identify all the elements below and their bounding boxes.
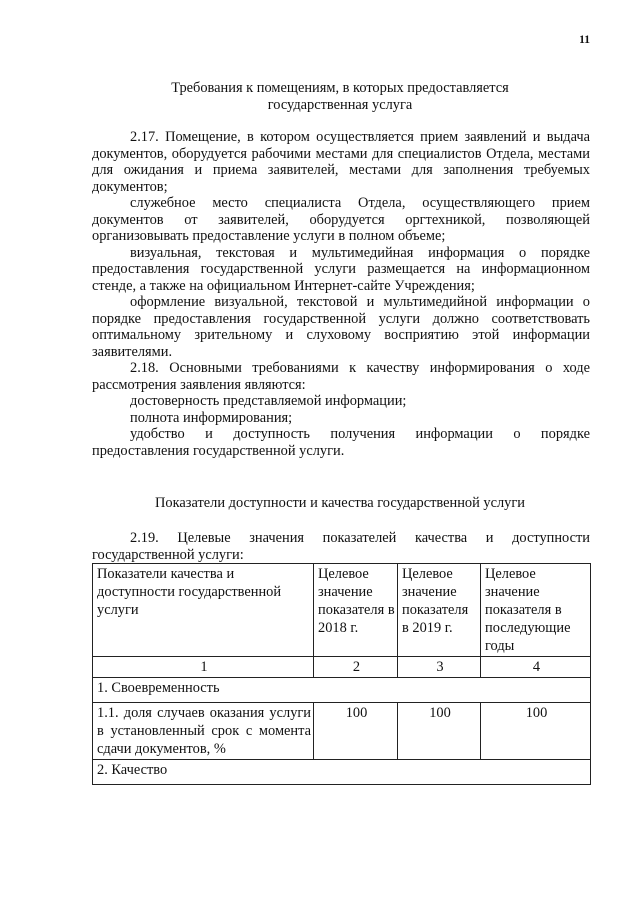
header-cell-2018: Целевое значение показателя в 2018 г.: [314, 564, 398, 657]
value-next-years: 100: [481, 703, 591, 760]
table-row: [93, 703, 591, 760]
paragraph-workplace: служебное место специалиста Отдела, осуществляющего прием документов от заявителей, оборудуется оргтехникой, позволяющей организовывать предоставление услуги в полном объеме;: [92, 195, 590, 244]
indicators-table: [92, 563, 591, 785]
value-2018: 100: [314, 703, 398, 760]
table-group-row: [93, 678, 591, 703]
list-item-convenience: удобство и доступность получения информации о порядке предоставления государственной услуги.: [92, 426, 590, 459]
section-heading-indicators: Показатели доступности и качества государственной услуги: [155, 495, 525, 511]
indicators-intro: [92, 530, 590, 563]
list-item-completeness: полнота информирования;: [130, 409, 293, 426]
list-item-accuracy: достоверность представляемой информации;: [130, 393, 407, 409]
paragraph-2-19: 2.19. Целевые значения показателей качества и доступности государственной услуги:: [92, 530, 590, 563]
group-timeliness: 1. Своевременность: [93, 678, 591, 703]
table-header-row: [93, 564, 591, 657]
paragraph-2-18: 2.18. Основными требованиями к качеству информирования о ходе рассмотрения заявления являются:: [92, 360, 590, 393]
column-number: 3: [398, 657, 481, 678]
header-cell-next-years: Целевое значение показателя в последующие годы: [481, 564, 591, 657]
table-column-numbers-row: [93, 657, 591, 678]
heading-line: Требования к помещениям, в которых предоставляется: [171, 80, 509, 96]
column-number: 2: [314, 657, 398, 678]
value-2019: 100: [398, 703, 481, 760]
table-group-row: [93, 760, 591, 785]
paragraph-visual-info: визуальная, текстовая и мультимедийная информация о порядке предоставления государственной услуги размещается на информационном стенде, а также на официальном Интернет-сайте Учреждения;: [92, 244, 590, 294]
page-number: 11: [579, 34, 590, 46]
premises-requirements-text: [92, 129, 590, 459]
paragraph-info-design: оформление визуальной, текстовой и мультимедийной информации о порядке предоставления государственной услуги должно соответствовать оптимальному зрительному и слуховому восприятию этой информации заявителями.: [92, 294, 590, 360]
column-number: 4: [481, 657, 591, 678]
header-cell-indicator: Показатели качества и доступности государственной услуги: [93, 564, 314, 657]
column-number: 1: [93, 657, 314, 678]
heading-line: государственная услуга: [267, 96, 413, 113]
paragraph-2-17: 2.17. Помещение, в котором осуществляется прием заявлений и выдача документов, оборудуется рабочими местами для специалистов Отдела, местами для ожидания и приема заявителей, местами для заполнения требуемых документов;: [92, 129, 590, 195]
group-quality: 2. Качество: [93, 760, 591, 785]
row-label: 1.1. доля случаев оказания услуги в установленный срок с момента сдачи документов, %: [93, 703, 314, 760]
section-heading-premises: [92, 80, 588, 113]
header-cell-2019: Целевое значение показателя в 2019 г.: [398, 564, 481, 657]
